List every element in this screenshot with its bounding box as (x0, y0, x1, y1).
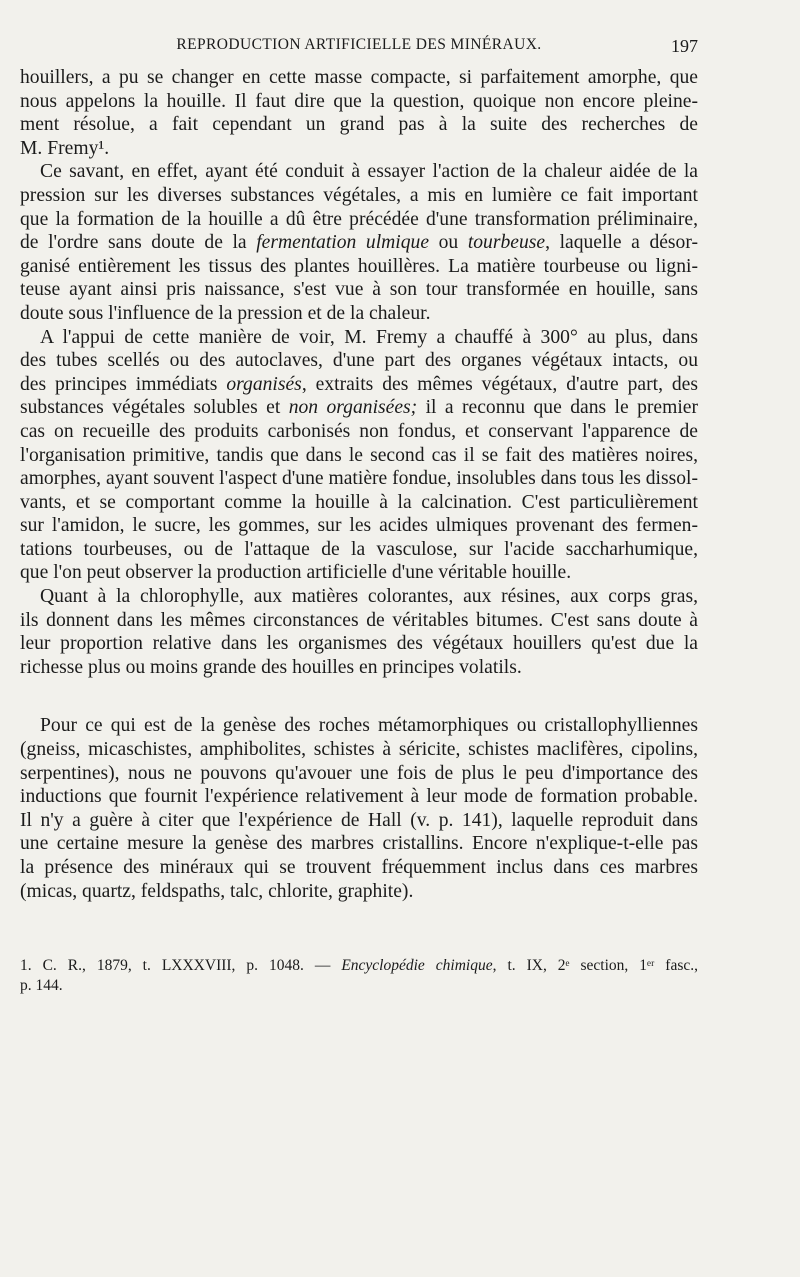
text-line: serpentines), nous ne pouvons qu'avouer une fois de plus le peu d'importance des (20, 762, 698, 784)
text-line: vants, et se comportant comme la houille à la calcination. C'est particulièrement (20, 491, 698, 513)
text-line: l'organisation primitive, tandis que dans le second cas il se fait des matières noires, (20, 444, 698, 466)
text-line: des tubes scellés ou des autoclaves, d'une part des organes végétaux intacts, ou (20, 350, 698, 372)
text-line: (micas, quartz, feldspaths, talc, chlorite, graphite). (20, 880, 414, 902)
text-line: Il n'y a guère à citer que l'expérience de Hall (v. p. 141), laquelle reproduit dans (20, 809, 698, 831)
body-text (20, 66, 698, 903)
paragraph (20, 585, 698, 679)
text-line: que l'on peut observer la production artificielle d'une véritable houille. (20, 562, 572, 584)
text-line: ganisé entièrement les tissus des plantes houillères. La matière tourbeuse ou ligni- (20, 255, 698, 277)
text-line: pression sur les diverses substances végétales, a mis en lumière ce fait important (20, 184, 698, 206)
text-line: amorphes, ayant souvent l'aspect d'une matière fondue, insolubles dans tous les dissol- (20, 468, 699, 490)
text-line: M. Fremy¹. (20, 137, 110, 159)
footnote-line: 1. C. R., 1879, t. LXXXVIII, p. 1048. — Encyclopédie chimique, t. IX, 2ᵉ section, 1ᵉʳ fasc., (20, 957, 698, 974)
text-line: ment résolue, a fait cependant un grand pas à la suite des recherches de (20, 114, 698, 136)
running-title: REPRODUCTION ARTIFICIELLE DES MINÉRAUX. (176, 36, 542, 53)
text-line: une certaine mesure la genèse des marbres cristallins. Encore n'explique-t-elle pas (20, 833, 698, 855)
text-line: la présence des minéraux qui se trouvent fréquemment inclus dans ces marbres (20, 857, 698, 878)
footnote-line: p. 144. (20, 977, 63, 994)
text-line: houillers, a pu se changer en cette masse compacte, si parfaitement amorphe, que (20, 67, 698, 88)
paragraph (20, 326, 698, 586)
text-line: substances végétales solubles et non organisées; il a reconnu que dans le premier (20, 397, 698, 419)
text-line: Ce savant, en effet, ayant été conduit à essayer l'action de la chaleur aidée de la (40, 161, 698, 183)
text-line: (gneiss, micaschistes, amphibolites, schistes à séricite, schistes maclifères, cipolins, (20, 739, 698, 761)
text-line: leur proportion relative dans les organismes des végétaux houillers qu'est due la (20, 633, 698, 655)
paragraph (20, 160, 698, 325)
text-line: ils donnent dans les mêmes circonstances de véritables bitumes. C'est sans doute à (20, 609, 698, 631)
footnote (20, 956, 698, 996)
text-line: A l'appui de cette manière de voir, M. Fremy a chauffé à 300° au plus, dans (40, 326, 698, 348)
text-line: Quant à la chlorophylle, aux matières colorantes, aux résines, aux corps gras, (40, 586, 698, 608)
text-line: de l'ordre sans doute de la fermentation ulmique ou tourbeuse, laquelle a désor- (20, 232, 699, 254)
text-line: teuse ayant ainsi pris naissance, s'est vue à son tour transformée en houille, sans (20, 279, 698, 301)
text-line: Pour ce qui est de la genèse des roches métamorphiques ou cristallophylliennes (40, 715, 698, 737)
text-line: tations tourbeuses, ou de l'attaque de la vasculose, sur l'acide saccharhumique, (20, 538, 698, 560)
text-line: doute sous l'influence de la pression et de la chaleur. (20, 302, 431, 324)
section-gap (20, 679, 698, 714)
paragraph (20, 714, 698, 903)
text-line: sur l'amidon, le sucre, les gommes, sur les acides ulmiques provenant des fermen- (20, 515, 698, 537)
text-line: cas on recueille des produits carbonisés non fondus, et conservant l'apparence de (20, 420, 698, 442)
text-line: nous appelons la houille. Il faut dire que la question, quoique non encore pleine- (20, 90, 698, 112)
text-line: que la formation de la houille a dû être précédée d'une transformation préliminaire, (20, 208, 698, 230)
page-number: 197 (671, 36, 698, 56)
paragraph (20, 66, 698, 160)
text-line: inductions que fournit l'expérience relativement à leur mode de formation probable. (20, 786, 698, 808)
page-header (20, 36, 698, 60)
text-line: richesse plus ou moins grande des houilles en principes volatils. (20, 656, 522, 678)
text-line: des principes immédiats organisés, extraits des mêmes végétaux, d'autre part, des (20, 373, 699, 395)
